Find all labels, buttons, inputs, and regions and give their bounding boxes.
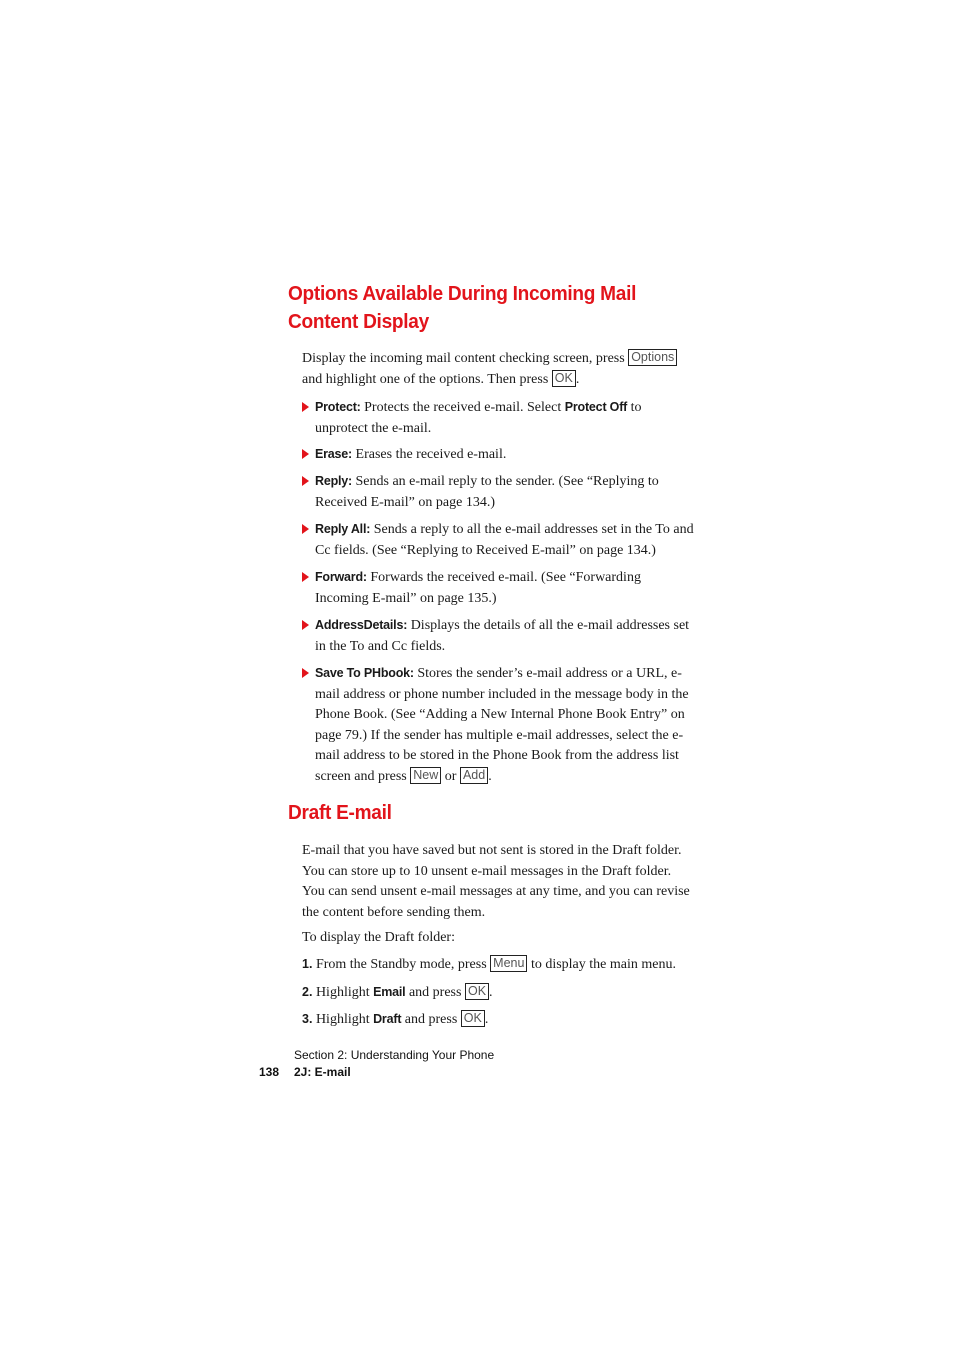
step-2: 2. Highlight Email and press OK .	[302, 984, 493, 1000]
bullet-arrow-icon	[302, 402, 309, 412]
bullet-erase: Erase: Erases the received e-mail.	[302, 444, 694, 466]
bullet-protect: Protect: Protects the received e-mail. Select Protect Off to unprotect the e-mail.	[302, 397, 694, 439]
intro-paragraph: Display the incoming mail content checking screen, press Options and highlight one of the options. Then press OK .	[302, 349, 694, 390]
new-key: New	[410, 767, 441, 784]
step-3: 3. Highlight Draft and press OK .	[302, 1011, 489, 1027]
bullet-reply: Reply: Sends an e-mail reply to the sender. (See “Replying to Received E-mail” on page 134.)	[302, 471, 694, 513]
footer-section: Section 2: Understanding Your Phone	[294, 1048, 495, 1062]
heading-line-1: Options Available During Incoming Mail	[288, 282, 637, 305]
ok-key: OK	[552, 370, 576, 387]
bullet-forward: Forward: Forwards the received e-mail. (See “Forwarding Incoming E-mail” on page 135.)	[302, 567, 694, 609]
bullet-arrow-icon	[302, 620, 309, 630]
bullet-arrow-icon	[302, 668, 309, 678]
ok-key: OK	[461, 1010, 485, 1027]
bullet-address-details: AddressDetails: Displays the details of all the e-mail addresses set in the To and Cc fields.	[302, 615, 694, 657]
bullet-save-to-phbook: Save To PHbook: Stores the sender’s e-mail address or a URL, e-mail address or phone number included in the message body in the Phone Book. (See “Adding a New Internal Phone Book Entry” on page 79.) If the sender has multiple e-mail addresses, select the e-mail address to be stored in the Phone Book from the address list screen and press New or Add .	[302, 663, 694, 787]
heading-line-2: Content Display	[288, 310, 429, 333]
footer-chapter: 2J: E-mail	[294, 1065, 351, 1079]
draft-intro: To display the Draft folder:	[302, 930, 455, 945]
bullet-arrow-icon	[302, 524, 309, 534]
add-key: Add	[460, 767, 488, 784]
bullet-arrow-icon	[302, 449, 309, 459]
bullet-arrow-icon	[302, 572, 309, 582]
section-heading	[288, 280, 697, 336]
menu-key: Menu	[490, 955, 527, 972]
ok-key: OK	[465, 983, 489, 1000]
footer-page-number: 138	[259, 1065, 280, 1079]
bullet-reply-all: Reply All: Sends a reply to all the e-mail addresses set in the To and Cc fields. (See “Replying to Received E-mail” on page 134.)	[302, 519, 694, 561]
options-key: Options	[628, 349, 677, 366]
draft-paragraph: E-mail that you have saved but not sent is stored in the Draft folder. You can store up to 10 unsent e-mail messages in the Draft folder. You can send unsent e-mail messages at any time, and you can revise the content before sending them.	[302, 843, 690, 920]
step-1: 1. From the Standby mode, press Menu to display the main menu.	[302, 956, 676, 972]
draft-heading: Draft E-mail	[288, 801, 392, 824]
bullet-arrow-icon	[302, 476, 309, 486]
